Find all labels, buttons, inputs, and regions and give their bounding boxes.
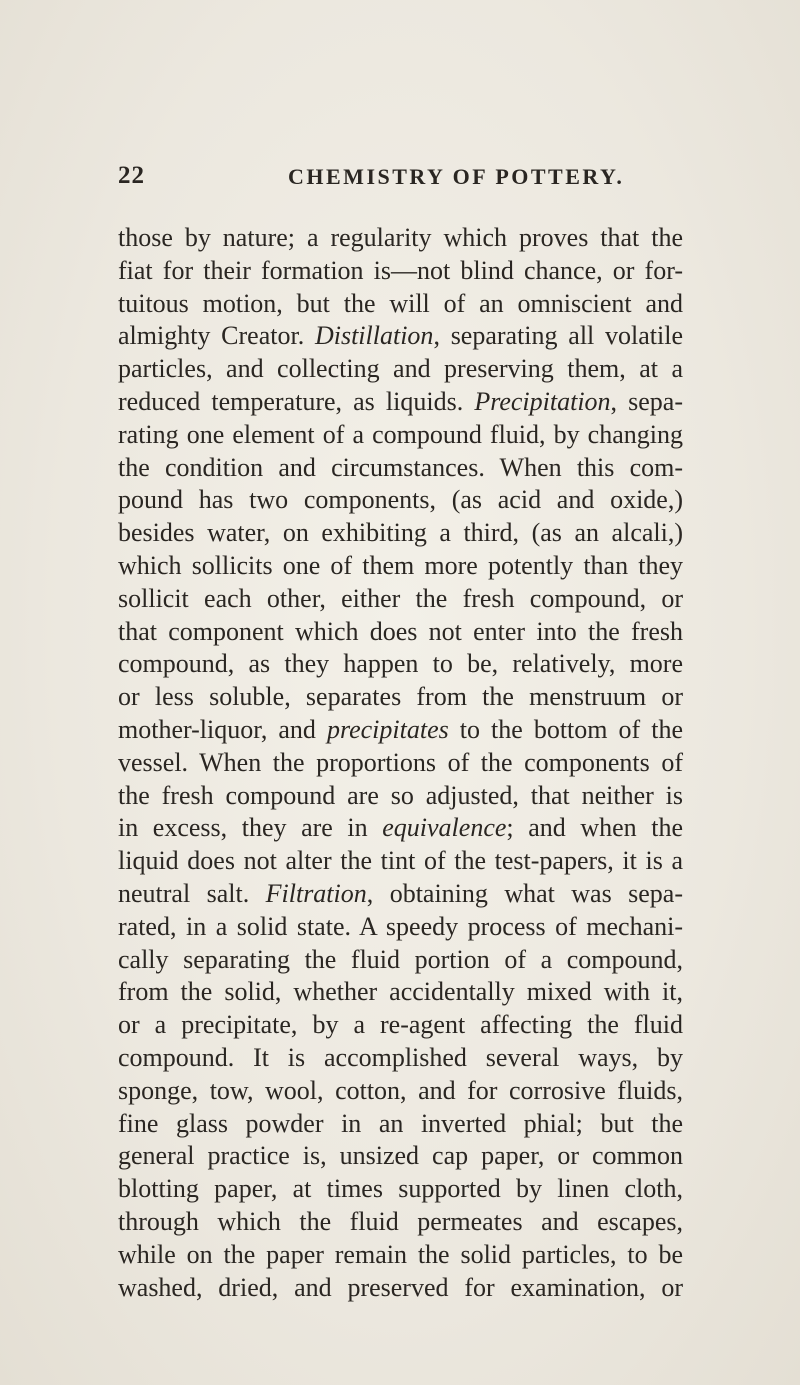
italic-term: precipitates — [326, 714, 449, 744]
text-line: blotting paper, at times supported by linen cloth, — [118, 1174, 683, 1204]
text-line: compound. It is accomplished several ways, by — [118, 1042, 683, 1072]
text-line: or less soluble, separates from the menstruum or — [118, 682, 683, 712]
text-line: liquid does not alter the tint of the test-papers, it is a — [118, 846, 683, 876]
text-line: general practice is, unsized cap paper, or common — [118, 1141, 683, 1171]
text-line: fiat for their formation is—not blind chance, or for- — [118, 255, 683, 285]
italic-term: equivalence — [382, 813, 507, 843]
body-text — [118, 222, 683, 1304]
text-line: mother-liquor, and precipitates to the bottom of the — [118, 714, 683, 744]
text-line: through which the fluid permeates and escapes, — [118, 1206, 683, 1236]
page-number: 22 — [118, 162, 145, 189]
text-line: fine glass powder in an inverted phial; but the — [118, 1108, 683, 1138]
text-line: almighty Creator. Distillation, separating all volatile — [118, 321, 683, 351]
text-line: rated, in a solid state. A speedy process of mechani- — [118, 911, 683, 941]
italic-term: Filtration — [265, 878, 367, 908]
text-line: reduced temperature, as liquids. Precipitation, sepa- — [118, 386, 684, 416]
text-line: sponge, tow, wool, cotton, and for corrosive fluids, — [118, 1075, 683, 1105]
text-line: rating one element of a compound fluid, by changing — [118, 419, 683, 449]
text-line: neutral salt. Filtration, obtaining what was sepa- — [118, 878, 683, 908]
text-line: from the solid, whether accidentally mixed with it, — [118, 977, 683, 1007]
running-title: CHEMISTRY OF POTTERY. — [288, 164, 625, 189]
text-line: or a precipitate, by a re-agent affecting the fluid — [118, 1010, 683, 1040]
text-line: while on the paper remain the solid particles, to be — [118, 1239, 683, 1269]
text-line: vessel. When the proportions of the components of — [118, 747, 683, 777]
text-line: which sollicits one of them more potently than they — [118, 550, 683, 580]
text-line: those by nature; a regularity which proves that the — [118, 223, 683, 252]
text-line: washed, dried, and preserved for examination, or — [118, 1272, 683, 1302]
text-line: compound, as they happen to be, relatively, more — [118, 649, 683, 679]
italic-term: Precipitation — [474, 386, 611, 416]
text-line: that component which does not enter into the fresh — [118, 616, 683, 646]
text-line: pound has two components, (as acid and oxide,) — [118, 485, 683, 515]
text-line: the condition and circumstances. When this com- — [118, 452, 683, 482]
text-line: tuitous motion, but the will of an omniscient and — [118, 288, 683, 318]
text-line: in excess, they are in equivalence; and when the — [118, 813, 684, 843]
italic-term: Distillation — [314, 321, 434, 351]
text-line: cally separating the fluid portion of a compound, — [118, 944, 683, 974]
text-line: the fresh compound are so adjusted, that neither is — [118, 780, 683, 810]
text-line: sollicit each other, either the fresh compound, or — [118, 583, 683, 613]
page-header — [118, 162, 678, 196]
text-line: particles, and collecting and preserving them, at a — [118, 354, 683, 384]
text-line: besides water, on exhibiting a third, (as an alcali,) — [118, 518, 683, 548]
